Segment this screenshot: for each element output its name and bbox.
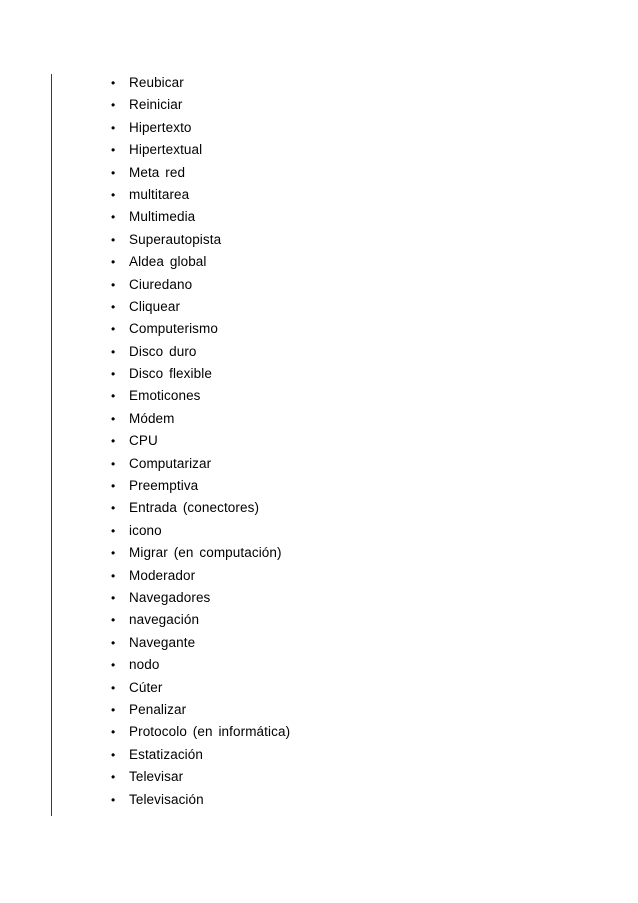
bullet-icon: • [111, 165, 116, 180]
bullet-icon: • [111, 770, 116, 785]
bullet-icon: • [111, 546, 116, 561]
term-label: Disco flexible [129, 366, 212, 382]
bullet-icon: • [111, 725, 116, 740]
term-label: Reiniciar [129, 97, 183, 113]
term-label: CPU [129, 433, 158, 449]
term-label: Módem [129, 410, 175, 426]
term-label: navegación [129, 612, 200, 628]
bullet-icon: • [111, 187, 116, 202]
bullet-icon: • [111, 255, 116, 270]
term-label: Cúter [129, 679, 163, 695]
term-label: Migrar (en computación) [129, 545, 282, 561]
bullet-icon: • [111, 389, 116, 404]
term-label: Superautopista [129, 231, 222, 247]
term-label: Ciuredano [129, 276, 193, 292]
bullet-icon: • [111, 658, 116, 673]
term-label: Navegadores [129, 589, 211, 605]
bullet-icon: • [111, 232, 116, 247]
term-label: Cliquear [129, 298, 181, 314]
bullet-icon: • [111, 76, 116, 90]
bullet-icon: • [111, 680, 116, 695]
bullet-icon: • [111, 120, 116, 135]
term-label: Multimedia [129, 209, 196, 225]
bullet-icon: • [111, 635, 116, 650]
term-label: nodo [129, 657, 160, 673]
term-label: Televisación [129, 791, 204, 807]
term-label: Aldea global [129, 254, 207, 270]
bullet-icon: • [111, 792, 116, 807]
term-label: Hipertexto [129, 119, 192, 135]
bullet-icon: • [111, 344, 116, 359]
bullet-icon: • [111, 747, 116, 762]
bullet-icon: • [111, 299, 116, 314]
term-label: Reubicar [129, 75, 184, 90]
bullet-icon: • [111, 367, 116, 382]
bullet-icon: • [111, 479, 116, 494]
term-label: multitarea [129, 186, 190, 202]
bullet-icon: • [111, 210, 116, 225]
bullet-icon: • [111, 501, 116, 516]
bullet-icon: • [111, 411, 116, 426]
bullet-icon: • [111, 456, 116, 471]
term-label: Preemptiva [129, 478, 199, 494]
term-label: Protocolo (en informática) [129, 724, 291, 740]
term-label: Computarizar [129, 455, 212, 471]
term-label: Moderador [129, 567, 196, 583]
term-label: Televisar [129, 769, 184, 785]
term-label: Penalizar [129, 701, 187, 717]
bullet-icon: • [111, 613, 116, 628]
term-label: Disco duro [129, 343, 197, 359]
term-label: Computerismo [129, 321, 218, 337]
bullet-icon: • [111, 590, 116, 605]
term-label: Meta red [129, 164, 186, 180]
term-label: Hipertextual [129, 142, 203, 158]
bullet-icon: • [111, 434, 116, 449]
term-label: Estatización [129, 746, 203, 762]
term-label: Entrada (conectores) [129, 500, 260, 516]
term-label: Navegante [129, 634, 196, 650]
bullet-icon: • [111, 568, 116, 583]
bullet-icon: • [111, 277, 116, 292]
bullet-icon: • [111, 702, 116, 717]
left-margin-rule [51, 74, 52, 816]
term-label: Emoticones [129, 388, 201, 404]
bullet-icon: • [111, 523, 116, 538]
term-label: icono [129, 522, 162, 538]
bullet-icon: • [111, 98, 116, 113]
bullet-icon: • [111, 143, 116, 158]
bullet-icon: • [111, 322, 116, 337]
